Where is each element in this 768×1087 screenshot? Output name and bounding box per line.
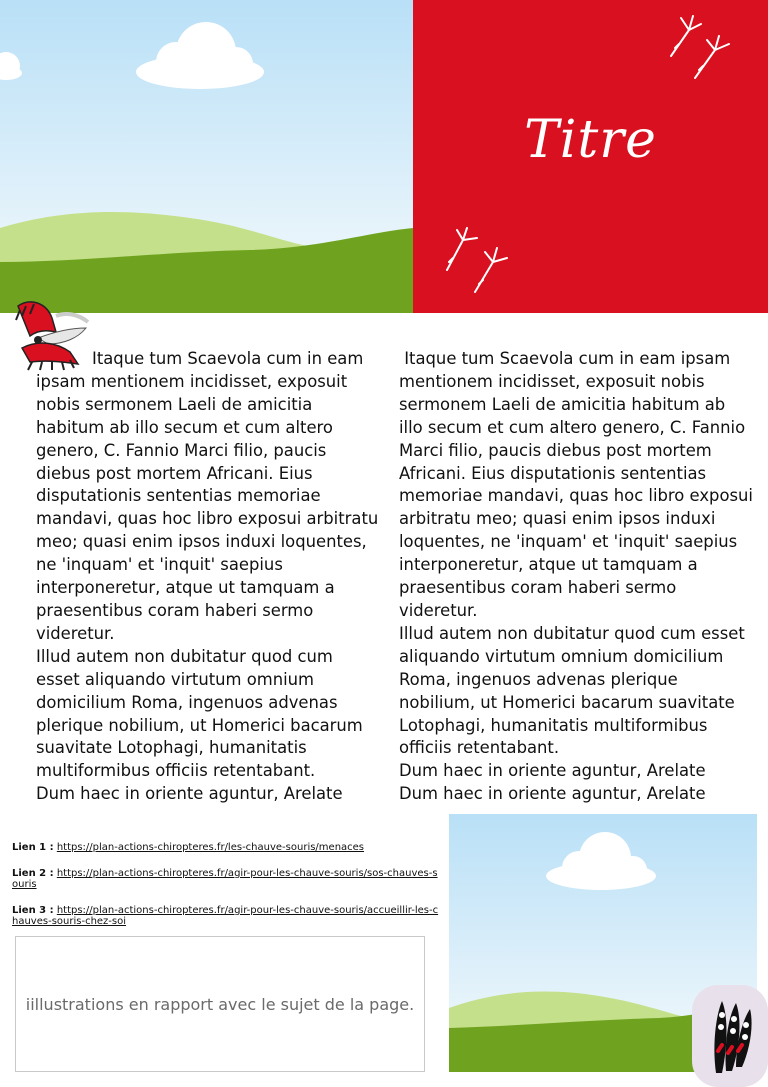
landscape-illustration-top (0, 0, 413, 313)
page-title: Titre (524, 110, 657, 170)
text-column-right (399, 348, 759, 806)
link-label: Lien 3 : (12, 905, 54, 916)
paragraph: Dum haec in oriente aguntur, Arelate (399, 761, 706, 781)
link-item (12, 905, 442, 927)
paragraph: Itaque tum Scaevola cum in eam ipsam mentionem incidisset, exposuit nobis sermonem Laeli de amicitia habitum ab illo secum et cum altero genero, C. Fannio Marci filio, paucis diebus post mortem Africani. Eius disputationis sententias memoriae mandavi, quas hoc libro exposui arbitratu meo; quasi enim ipsos induxi loquentes, ne 'inquam' et 'inquit' saepius interponeretur, atque ut tamquam a praesentibus coram haberi sermo videretur. (399, 349, 759, 620)
link-label: Lien 2 : (12, 868, 54, 879)
link-url[interactable]: https://plan-actions-chiropteres.fr/les-chauve-souris/menaces (56, 842, 365, 853)
link-item (12, 868, 442, 890)
placeholder-text: iillustrations en rapport avec le sujet de la page. (25, 994, 415, 1014)
title-panel (413, 0, 768, 313)
link-url[interactable]: https://plan-actions-chiropteres.fr/agir-pour-les-chauve-souris/accueillir-les-chauves-souris-chez-soi (12, 905, 439, 927)
wing-feather-icon (692, 985, 768, 1087)
paragraph: Illud autem non dubitatur quod cum esset aliquando virtutum omnium domicilium Roma, ingenuos advenas plerique nobilium, ut Homerici bacarum suavitate Lotophagi, humanitatis multiformibus officiis retentabant. (36, 646, 363, 781)
paragraph: Illud autem non dubitatur quod cum esset aliquando virtutum omnium domicilium Roma, ingenuos advenas plerique nobilium, ut Homerici bacarum suavitate Lotophagi, humanitatis multiformibus officiis retentabant. (399, 623, 745, 758)
illustration-placeholder (15, 936, 425, 1072)
text-column-left (36, 348, 381, 806)
paragraph: Itaque tum Scaevola cum in eam ipsam mentionem incidisset, exposuit nobis sermonem Laeli de amicitia habitum ab illo secum et cum altero genero, C. Fannio Marci filio, paucis diebus post mortem Africani. Eius disputationis sententias memoriae mandavi, quas hoc libro exposui arbitratu meo; quasi enim ipsos induxi loquentes, ne 'inquam' et 'inquit' saepius interponeretur, atque ut tamquam a praesentibus coram haberi sermo videretur. (36, 349, 379, 643)
paragraph: Dum haec in oriente aguntur, Arelate (36, 784, 343, 804)
link-item (12, 842, 442, 853)
link-url[interactable]: https://plan-actions-chiropteres.fr/agir-pour-les-chauve-souris/sos-chauves-souris (12, 868, 438, 890)
link-label: Lien 1 : (12, 842, 54, 853)
paragraph: Dum haec in oriente aguntur, Arelate (399, 784, 706, 804)
